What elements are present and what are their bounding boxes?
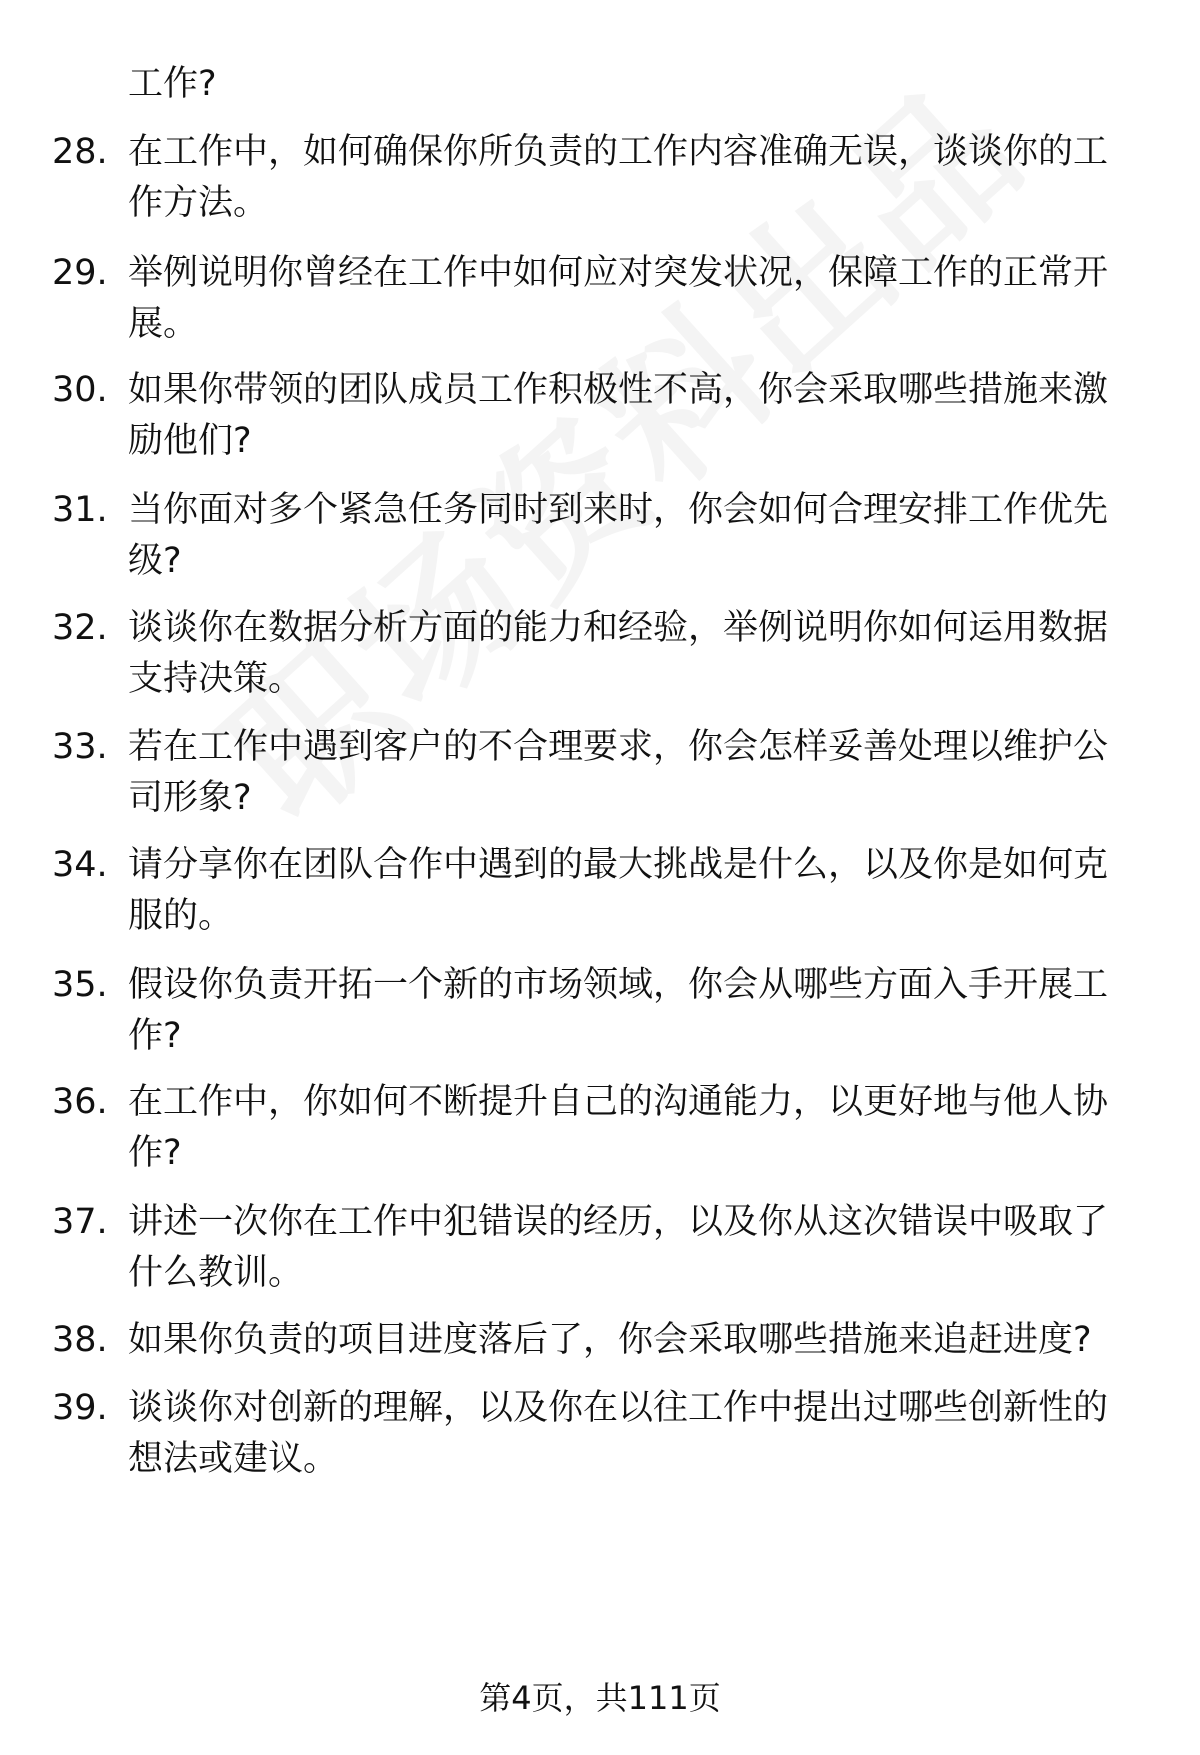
- question-item-34: [52, 840, 1142, 942]
- question-number: 28.: [52, 132, 108, 172]
- question-text: 假设你负责开拓一个新的市场领域，你会从哪些方面入手开展工作?: [128, 965, 1109, 1056]
- question-item-32: [52, 603, 1142, 705]
- question-text: 当你面对多个紧急任务同时到来时，你会如何合理安排工作优先级?: [128, 490, 1109, 581]
- question-number: 35.: [52, 965, 108, 1005]
- question-item-28: [52, 127, 1142, 229]
- question-number: 33.: [52, 727, 108, 767]
- question-text: 谈谈你对创新的理解，以及你在以往工作中提出过哪些创新性的想法或建议。: [128, 1388, 1109, 1479]
- question-text: 举例说明你曾经在工作中如何应对突发状况，保障工作的正常开展。: [128, 253, 1109, 344]
- question-item-35: [52, 960, 1142, 1062]
- question-text: 讲述一次你在工作中犯错误的经历，以及你从这次错误中吸取了什么教训。: [128, 1202, 1109, 1293]
- question-item-31: [52, 485, 1142, 587]
- question-number: 36.: [52, 1082, 108, 1122]
- question-text: 谈谈你在数据分析方面的能力和经验，举例说明你如何运用数据支持决策。: [128, 608, 1109, 699]
- question-number: 32.: [52, 608, 108, 648]
- question-item-39: [52, 1383, 1142, 1485]
- question-text: 如果你负责的项目进度落后了，你会采取哪些措施来追赶进度?: [128, 1320, 1092, 1360]
- continued-question-text: 工作?: [128, 64, 217, 104]
- page-footer: 第4页，共111页: [479, 1679, 721, 1717]
- question-number: 31.: [52, 490, 108, 530]
- question-item-36: [52, 1077, 1142, 1179]
- question-text: 请分享你在团队合作中遇到的最大挑战是什么，以及你是如何克服的。: [128, 845, 1109, 936]
- question-number: 29.: [52, 253, 108, 293]
- question-text: 在工作中，你如何不断提升自己的沟通能力，以更好地与他人协作?: [128, 1082, 1109, 1173]
- question-item-37: [52, 1197, 1142, 1299]
- question-text: 在工作中，如何确保你所负责的工作内容准确无误，谈谈你的工作方法。: [128, 132, 1109, 223]
- question-number: 38.: [52, 1320, 108, 1360]
- question-text: 如果你带领的团队成员工作积极性不高，你会采取哪些措施来激励他们?: [128, 370, 1109, 461]
- question-number: 34.: [52, 845, 108, 885]
- question-number: 39.: [52, 1388, 108, 1428]
- question-text: 若在工作中遇到客户的不合理要求，你会怎样妥善处理以维护公司形象?: [128, 727, 1109, 818]
- question-item-30: [52, 365, 1142, 467]
- question-item-29: [52, 248, 1142, 350]
- question-number: 30.: [52, 370, 108, 410]
- question-item-38: [52, 1315, 1142, 1366]
- question-item-33: [52, 722, 1142, 824]
- question-number: 37.: [52, 1202, 108, 1242]
